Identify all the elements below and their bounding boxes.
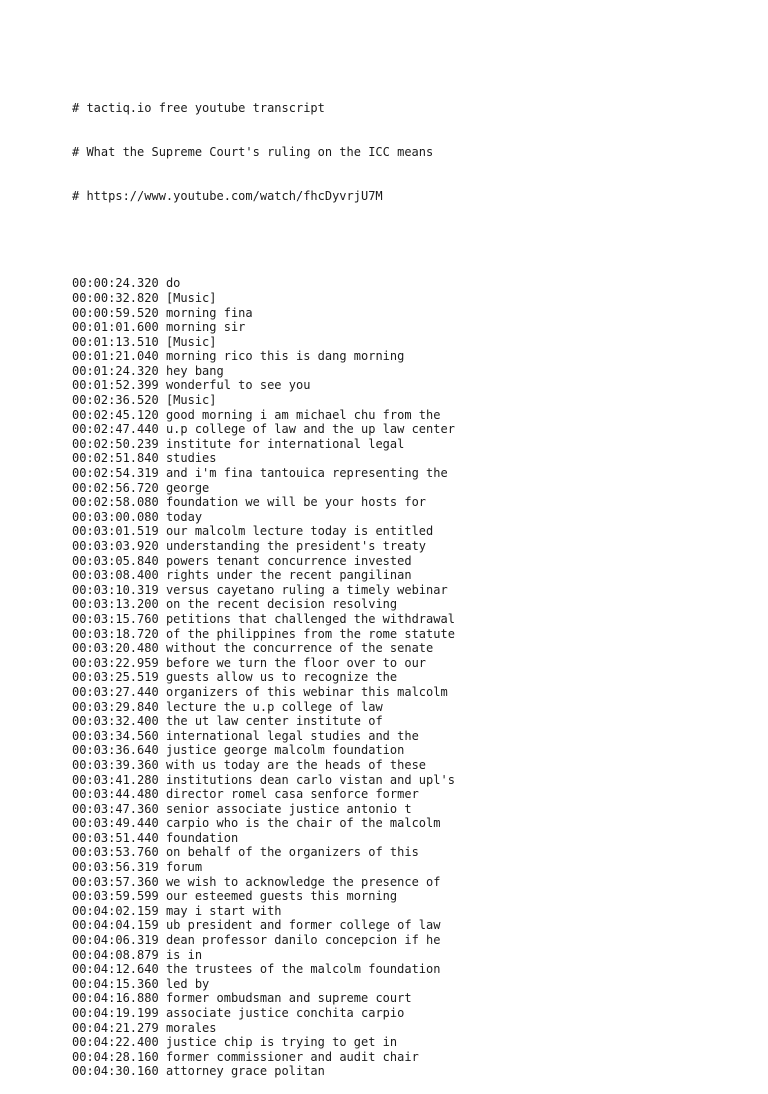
timestamp: 00:04:06.319 xyxy=(72,933,159,948)
timestamp: 00:03:49.440 xyxy=(72,816,159,831)
caption-text: good morning i am michael chu from the xyxy=(165,407,441,422)
transcript-line xyxy=(72,495,752,510)
transcript-line xyxy=(72,393,752,408)
caption-text: justice george malcolm foundation xyxy=(165,743,405,758)
timestamp: 00:02:58.080 xyxy=(72,495,159,510)
timestamp: 00:00:24.320 xyxy=(72,276,159,291)
timestamp: 00:03:10.319 xyxy=(72,582,159,597)
transcript-line xyxy=(72,378,752,393)
timestamp: 00:03:01.519 xyxy=(72,524,159,539)
header-line-subject: # What the Supreme Court's ruling on the ICC means xyxy=(72,144,434,159)
transcript-line xyxy=(72,685,752,700)
transcript-line xyxy=(72,335,752,350)
transcript-line xyxy=(72,889,752,904)
caption-text: on the recent decision resolving xyxy=(165,597,398,612)
timestamp: 00:04:16.880 xyxy=(72,991,159,1006)
caption-text: organizers of this webinar this malcolm xyxy=(165,684,448,699)
timestamp: 00:02:47.440 xyxy=(72,422,159,437)
timestamp: 00:01:21.040 xyxy=(72,349,159,364)
transcript-line xyxy=(72,408,752,423)
caption-text: we wish to acknowledge the presence of xyxy=(165,874,441,889)
timestamp: 00:04:04.159 xyxy=(72,918,159,933)
timestamp: 00:03:57.360 xyxy=(72,874,159,889)
transcript-line xyxy=(72,320,752,335)
transcript-line xyxy=(72,743,752,758)
transcript-line xyxy=(72,627,752,642)
transcript-line xyxy=(72,831,752,846)
transcript-line xyxy=(72,991,752,1006)
transcript-line xyxy=(72,524,752,539)
timestamp: 00:03:00.080 xyxy=(72,509,159,524)
timestamp: 00:01:13.510 xyxy=(72,334,159,349)
timestamp: 00:03:56.319 xyxy=(72,860,159,875)
timestamp: 00:03:25.519 xyxy=(72,670,159,685)
transcript-line xyxy=(72,977,752,992)
timestamp: 00:03:39.360 xyxy=(72,757,159,772)
caption-text: foundation we will be your hosts for xyxy=(165,495,427,510)
caption-text: former ombudsman and supreme court xyxy=(165,991,412,1006)
transcript-line xyxy=(72,875,752,890)
timestamp: 00:03:15.760 xyxy=(72,611,159,626)
transcript-line xyxy=(72,700,752,715)
transcript-line xyxy=(72,437,752,452)
timestamp: 00:03:51.440 xyxy=(72,830,159,845)
transcript-line xyxy=(72,451,752,466)
transcript-line xyxy=(72,802,752,817)
caption-text: former commissioner and audit chair xyxy=(165,1049,419,1064)
caption-text: institute for international legal xyxy=(165,436,405,451)
transcript-line xyxy=(72,860,752,875)
timestamp: 00:03:47.360 xyxy=(72,801,159,816)
caption-text: our malcolm lecture today is entitled xyxy=(165,524,434,539)
transcript-line xyxy=(72,641,752,656)
caption-text: the ut law center institute of xyxy=(165,714,383,729)
transcript-line xyxy=(72,481,752,496)
caption-text: attorney grace politan xyxy=(165,1064,325,1079)
transcript-line xyxy=(72,539,752,554)
transcript-document xyxy=(72,72,752,1094)
timestamp: 00:04:21.279 xyxy=(72,1020,159,1035)
timestamp: 00:03:53.760 xyxy=(72,845,159,860)
transcript-entries xyxy=(72,276,752,1079)
timestamp: 00:03:20.480 xyxy=(72,641,159,656)
timestamp: 00:03:27.440 xyxy=(72,684,159,699)
timestamp: 00:02:54.319 xyxy=(72,466,159,481)
transcript-line xyxy=(72,554,752,569)
transcript-line xyxy=(72,787,752,802)
transcript-line xyxy=(72,773,752,788)
timestamp: 00:04:08.879 xyxy=(72,947,159,962)
caption-text: without the concurrence of the senate xyxy=(165,641,434,656)
timestamp: 00:01:24.320 xyxy=(72,363,159,378)
timestamp: 00:04:15.360 xyxy=(72,976,159,991)
caption-text: director romel casa senforce former xyxy=(165,787,419,802)
caption-text: may i start with xyxy=(165,903,282,918)
caption-text: of the philippines from the rome statute xyxy=(165,626,455,641)
caption-text: dean professor danilo concepcion if he xyxy=(165,933,441,948)
timestamp: 00:04:22.400 xyxy=(72,1035,159,1050)
caption-text: justice chip is trying to get in xyxy=(165,1035,398,1050)
transcript-line xyxy=(72,656,752,671)
transcript-line xyxy=(72,612,752,627)
caption-text: studies xyxy=(165,451,217,466)
timestamp: 00:03:44.480 xyxy=(72,787,159,802)
timestamp: 00:02:56.720 xyxy=(72,480,159,495)
transcript-line xyxy=(72,904,752,919)
transcript-line xyxy=(72,729,752,744)
timestamp: 00:03:29.840 xyxy=(72,699,159,714)
caption-text: petitions that challenged the withdrawal xyxy=(165,611,455,626)
timestamp: 00:03:41.280 xyxy=(72,772,159,787)
timestamp: 00:04:19.199 xyxy=(72,1006,159,1020)
timestamp: 00:04:12.640 xyxy=(72,962,159,977)
caption-text: ub president and former college of law xyxy=(165,918,441,933)
timestamp: 00:03:34.560 xyxy=(72,728,159,743)
transcript-line xyxy=(72,583,752,598)
transcript-line xyxy=(72,714,752,729)
transcript-line xyxy=(72,510,752,525)
transcript-line xyxy=(72,1064,752,1079)
transcript-line xyxy=(72,1035,752,1050)
timestamp: 00:03:13.200 xyxy=(72,597,159,612)
transcript-line xyxy=(72,948,752,963)
transcript-line xyxy=(72,568,752,583)
caption-text: guests allow us to recognize the xyxy=(165,670,398,685)
caption-text: wonderful to see you xyxy=(165,378,311,393)
timestamp: 00:00:32.820 xyxy=(72,290,159,305)
transcript-line xyxy=(72,962,752,977)
caption-text: before we turn the floor over to our xyxy=(165,655,427,670)
timestamp: 00:03:18.720 xyxy=(72,626,159,641)
timestamp: 00:02:36.520 xyxy=(72,393,159,408)
transcript-line xyxy=(72,758,752,773)
timestamp: 00:01:01.600 xyxy=(72,320,159,335)
timestamp: 00:03:05.840 xyxy=(72,553,159,568)
caption-text: powers tenant concurrence invested xyxy=(165,553,412,568)
transcript-line xyxy=(72,364,752,379)
transcript-line xyxy=(72,933,752,948)
caption-text: senior associate justice antonio t xyxy=(165,801,412,816)
caption-text: do xyxy=(165,276,181,291)
caption-text: u.p college of law and the up law center xyxy=(165,422,455,437)
timestamp: 00:03:08.400 xyxy=(72,568,159,583)
timestamp: 00:03:36.640 xyxy=(72,743,159,758)
header-line-title: # tactiq.io free youtube transcript xyxy=(72,101,325,116)
transcript-line xyxy=(72,918,752,933)
caption-text: versus cayetano ruling a timely webinar xyxy=(165,582,448,597)
caption-text: is in xyxy=(165,947,203,962)
transcript-line xyxy=(72,1006,752,1021)
timestamp: 00:02:50.239 xyxy=(72,436,159,451)
caption-text: morales xyxy=(165,1020,217,1035)
caption-text: international legal studies and the xyxy=(165,728,419,743)
timestamp: 00:03:03.920 xyxy=(72,539,159,553)
caption-text: rights under the recent pangilinan xyxy=(165,568,412,583)
caption-text: [Music] xyxy=(165,290,217,305)
caption-text: carpio who is the chair of the malcolm xyxy=(165,816,441,831)
timestamp: 00:04:02.159 xyxy=(72,903,159,918)
transcript-line xyxy=(72,816,752,831)
transcript-line xyxy=(72,276,752,291)
caption-text: and i'm fina tantouica representing the xyxy=(165,466,448,481)
timestamp: 00:03:22.959 xyxy=(72,655,159,670)
timestamp: 00:04:30.160 xyxy=(72,1064,159,1079)
transcript-line xyxy=(72,670,752,685)
caption-text: associate justice conchita carpio xyxy=(165,1006,405,1020)
transcript-line xyxy=(72,291,752,306)
caption-text: george xyxy=(165,480,210,495)
caption-text: forum xyxy=(165,860,203,875)
caption-text: hey bang xyxy=(165,363,224,378)
timestamp: 00:01:52.399 xyxy=(72,378,159,393)
transcript-line xyxy=(72,845,752,860)
caption-text: [Music] xyxy=(165,393,217,408)
transcript-line xyxy=(72,466,752,481)
transcript-line xyxy=(72,422,752,437)
caption-text: understanding the president's treaty xyxy=(165,539,427,553)
transcript-line xyxy=(72,597,752,612)
caption-text: morning fina xyxy=(165,305,253,320)
transcript-line xyxy=(72,1050,752,1065)
caption-text: on behalf of the organizers of this xyxy=(165,845,419,860)
caption-text: today xyxy=(165,509,203,524)
caption-text: institutions dean carlo vistan and upl's xyxy=(165,772,455,787)
caption-text: foundation xyxy=(165,830,239,845)
timestamp: 00:02:45.120 xyxy=(72,407,159,422)
caption-text: led by xyxy=(165,976,210,991)
caption-text: morning sir xyxy=(165,320,246,335)
transcript-line xyxy=(72,1021,752,1036)
caption-text: [Music] xyxy=(165,334,217,349)
timestamp: 00:03:32.400 xyxy=(72,714,159,729)
transcript-line xyxy=(72,349,752,364)
timestamp: 00:04:28.160 xyxy=(72,1049,159,1064)
blank-line xyxy=(72,233,752,248)
transcript-line xyxy=(72,306,752,321)
timestamp: 00:02:51.840 xyxy=(72,451,159,466)
timestamp: 00:00:59.520 xyxy=(72,305,159,320)
header-line-url: # https://www.youtube.com/watch/fhcDyvrjU7M xyxy=(72,188,383,203)
caption-text: with us today are the heads of these xyxy=(165,757,427,772)
caption-text: the trustees of the malcolm foundation xyxy=(165,962,441,977)
caption-text: morning rico this is dang morning xyxy=(165,349,405,364)
caption-text: lecture the u.p college of law xyxy=(165,699,383,714)
timestamp: 00:03:59.599 xyxy=(72,889,159,904)
caption-text: our esteemed guests this morning xyxy=(165,889,398,904)
